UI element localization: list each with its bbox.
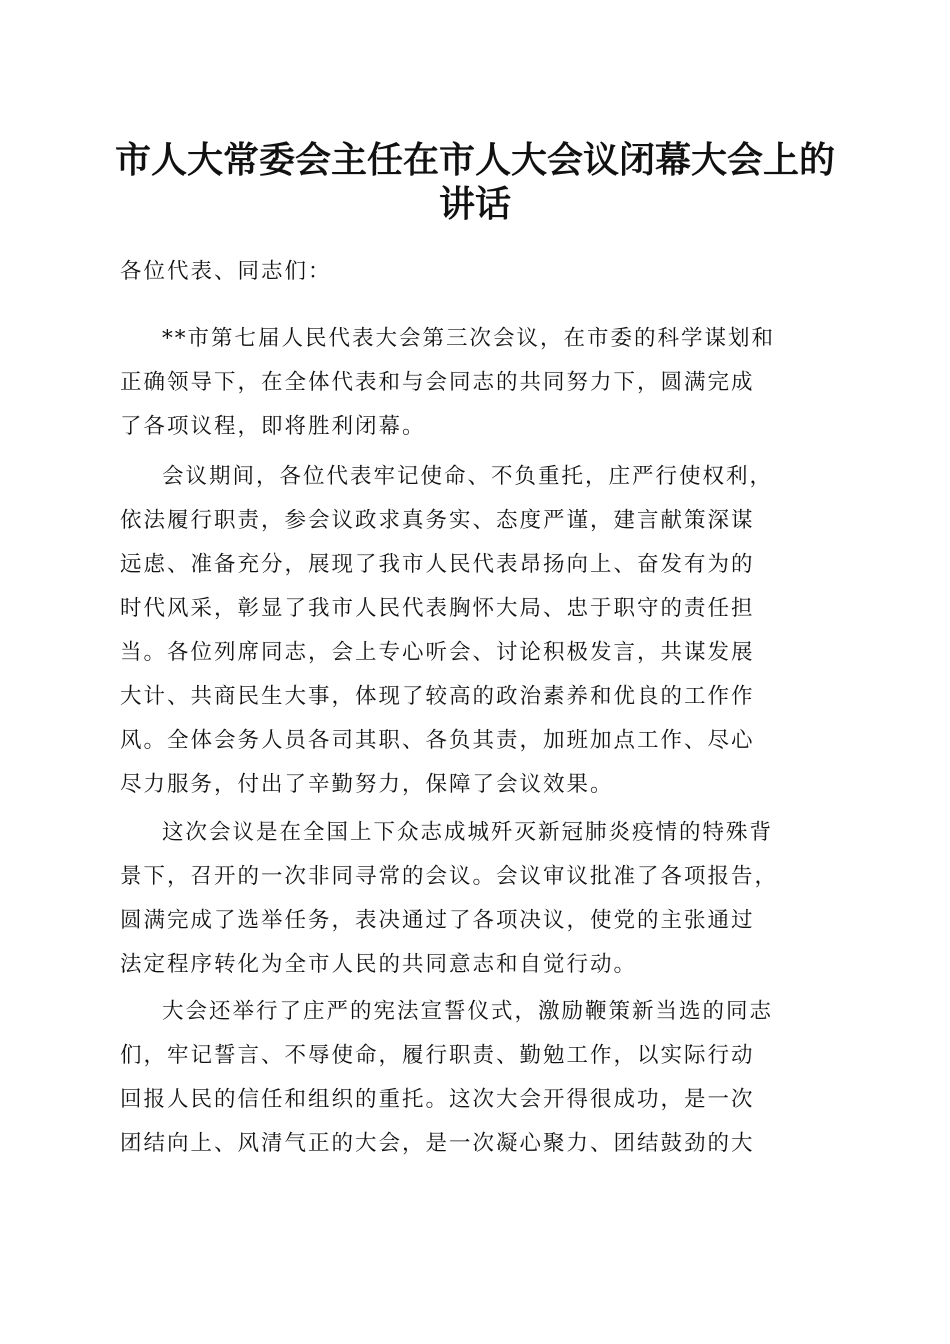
body-line: 会议期间，各位代表牢记使命、不负重托，庄严行使权利， [162, 464, 774, 489]
body-line: 当。各位列席同志，会上专心听会、讨论积极发言，共谋发展 [120, 640, 755, 665]
body-line: 时代风采，彰显了我市人民代表胸怀大局、忠于职守的责任担 [120, 596, 755, 621]
body-line: 这次会议是在全国上下众志成城歼灭新冠肺炎疫情的特殊背 [162, 820, 774, 845]
body-line: 回报人民的信任和组织的重托。这次大会开得很成功，是一次 [120, 1087, 755, 1112]
salutation-line: 各位代表、同志们： [120, 259, 332, 284]
body-line: 风。全体会务人员各司其职、各负其责，加班加点工作、尽心 [120, 728, 755, 753]
body-line: 团结向上、风清气正的大会，是一次凝心聚力、团结鼓劲的大 [120, 1131, 755, 1156]
body-line: 圆满完成了选举任务，表决通过了各项决议，使党的主张通过 [120, 908, 755, 933]
document-title-line-2: 讲话 [438, 183, 511, 225]
body-line: 景下，召开的一次非同寻常的会议。会议审议批准了各项报告， [120, 864, 779, 889]
body-line: 们，牢记誓言、不辱使命，履行职责、勤勉工作，以实际行动 [120, 1043, 755, 1068]
document-title-line-1: 市人大常委会主任在市人大会议闭幕大会上的 [114, 139, 835, 181]
body-line: 大计、共商民生大事，体现了较高的政治素养和优良的工作作 [120, 684, 755, 709]
body-line: 大会还举行了庄严的宪法宣誓仪式，激励鞭策新当选的同志 [162, 999, 774, 1024]
body-line: **市第七届人民代表大会第三次会议，在市委的科学谋划和 [162, 326, 776, 351]
body-line: 远虑、准备充分，展现了我市人民代表昂扬向上、奋发有为的 [120, 552, 755, 577]
body-line: 了各项议程，即将胜利闭幕。 [120, 414, 426, 439]
body-line: 正确领导下，在全体代表和与会同志的共同努力下，圆满完成 [120, 370, 755, 395]
body-line: 尽力服务，付出了辛勤努力，保障了会议效果。 [120, 772, 614, 797]
body-line: 法定程序转化为全市人民的共同意志和自觉行动。 [120, 952, 638, 977]
body-line: 依法履行职责，参会议政求真务实、态度严谨，建言献策深谋 [120, 508, 755, 533]
